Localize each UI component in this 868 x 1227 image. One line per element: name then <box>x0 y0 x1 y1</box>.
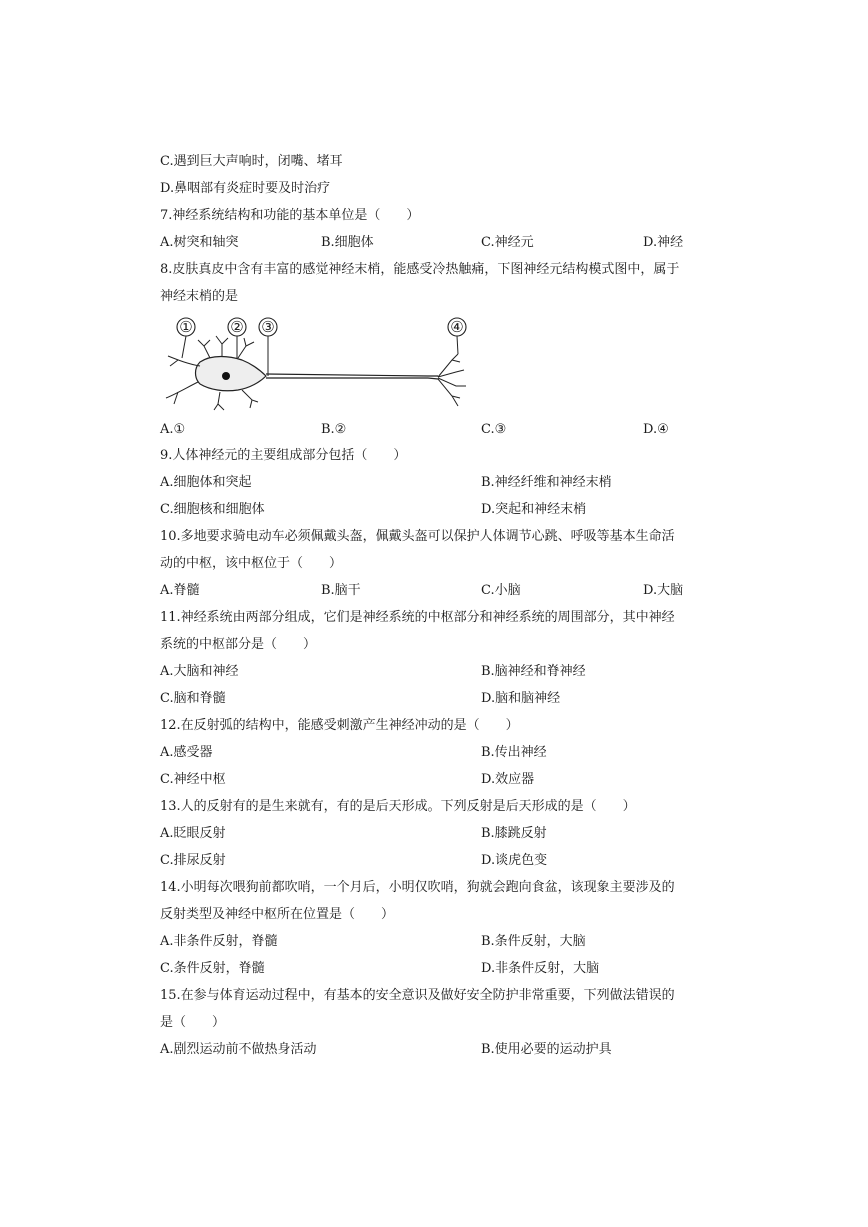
q9-option-a: A.细胞体和突起 <box>160 475 252 490</box>
q7-option-a: A.树突和轴突 <box>160 235 239 250</box>
q10-option-d: D.大脑 <box>643 583 684 598</box>
q7-option-b: B.细胞体 <box>321 235 374 250</box>
q7-option-d: D.神经 <box>643 235 684 250</box>
q10-stem-line1: 10.多地要求骑电动车必须佩戴头盔，佩戴头盔可以保护人体调节心跳、呼吸等基本生命活 <box>160 529 675 544</box>
q8-option-d: D.④ <box>643 422 669 437</box>
q8-stem-line2: 神经末梢的是 <box>160 289 239 304</box>
q11-stem-line1: 11.神经系统由两部分组成，它们是神经系统的中枢部分和神经系统的周围部分，其中神经 <box>160 610 675 625</box>
q12-option-a: A.感受器 <box>160 745 213 760</box>
axon <box>266 374 438 379</box>
q14-stem-line2: 反射类型及神经中枢所在位置是（ ） <box>160 907 395 922</box>
q14-option-d: D.非条件反射，大脑 <box>481 961 600 976</box>
q11-option-b: B.脑神经和脊神经 <box>481 664 586 679</box>
q15-stem-line2: 是（ ） <box>160 1015 226 1030</box>
label-3: ③ <box>261 318 275 336</box>
q12-option-d: D.效应器 <box>481 772 535 787</box>
q14-option-b: B.条件反射，大脑 <box>481 934 586 949</box>
q9-option-b: B.神经纤维和神经末梢 <box>481 475 612 490</box>
q8-option-c: C.③ <box>481 422 507 437</box>
label-2: ② <box>230 318 244 336</box>
q11-option-d: D.脑和脑神经 <box>481 691 561 706</box>
q8-option-b: B.② <box>321 422 347 437</box>
q13-option-b: B.膝跳反射 <box>481 826 547 841</box>
q7-option-c: C.神经元 <box>481 235 534 250</box>
q10-option-c: C.小脑 <box>481 583 521 598</box>
q12-stem: 12.在反射弧的结构中，能感受刺激产生神经冲动的是（ ） <box>160 718 519 733</box>
q8-option-a: A.① <box>160 422 186 437</box>
cell-body <box>196 357 267 391</box>
q14-stem-line1: 14.小明每次喂狗前都吹哨，一个月后，小明仅吹哨，狗就会跑向食盆，该现象主要涉及的 <box>160 880 675 895</box>
q8-stem-line1: 8.皮肤真皮中含有丰富的感觉神经末梢，能感受冷热触痛，下图神经元结构模式图中，属于 <box>160 262 680 277</box>
q12-option-c: C.神经中枢 <box>160 772 226 787</box>
q13-option-a: A.眨眼反射 <box>160 826 226 841</box>
q14-option-a: A.非条件反射，脊髓 <box>160 934 278 949</box>
q13-option-c: C.排尿反射 <box>160 853 226 868</box>
q9-option-c: C.细胞核和细胞体 <box>160 502 265 517</box>
nerve-endings <box>438 354 466 406</box>
label-1: ① <box>179 318 193 336</box>
q15-option-b: B.使用必要的运动护具 <box>481 1042 612 1057</box>
q10-option-a: A.脊髓 <box>160 583 200 598</box>
q10-stem-line2: 动的中枢，该中枢位于（ ） <box>160 556 343 571</box>
q12-option-b: B.传出神经 <box>481 745 547 760</box>
q14-option-c: C.条件反射，脊髓 <box>160 961 265 976</box>
label-4: ④ <box>450 318 464 336</box>
q10-option-b: B.脑干 <box>321 583 361 598</box>
q13-stem: 13.人的反射有的是生来就有，有的是后天形成。下列反射是后天形成的是（ ） <box>160 799 636 814</box>
q6-option-c: C.遇到巨大声响时，闭嘴、堵耳 <box>160 154 343 169</box>
q15-option-a: A.剧烈运动前不做热身活动 <box>160 1042 317 1057</box>
q7-stem: 7.神经系统结构和功能的基本单位是（ ） <box>160 208 420 223</box>
neuron-diagram <box>160 314 480 414</box>
q9-option-d: D.突起和神经末梢 <box>481 502 587 517</box>
q11-option-c: C.脑和脊髓 <box>160 691 226 706</box>
q11-option-a: A.大脑和神经 <box>160 664 239 679</box>
q6-option-d: D.鼻咽部有炎症时要及时治疗 <box>160 181 331 196</box>
q11-stem-line2: 系统的中枢部分是（ ） <box>160 637 317 652</box>
nucleus <box>222 372 230 380</box>
q9-stem: 9.人体神经元的主要组成部分包括（ ） <box>160 448 407 463</box>
q15-stem-line1: 15.在参与体育运动过程中，有基本的安全意识及做好安全防护非常重要，下列做法错误的 <box>160 988 675 1003</box>
q13-option-d: D.谈虎色变 <box>481 853 548 868</box>
